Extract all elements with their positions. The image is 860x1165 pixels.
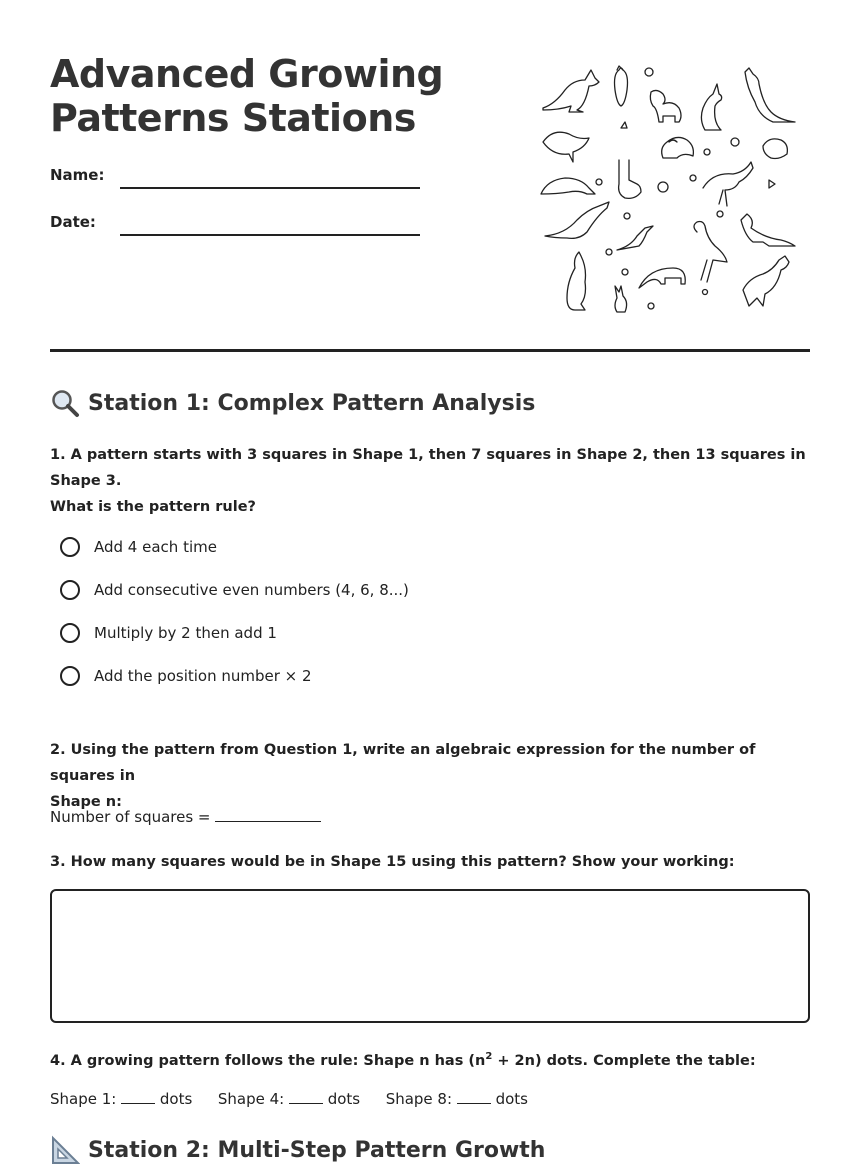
working-answer-box[interactable] — [50, 889, 810, 1023]
question-2-line-2: Shape n: — [50, 794, 122, 810]
bilby-icon — [615, 286, 627, 312]
question-4-text-a: 4. A growing pattern follows the rule: Shape n has (n — [50, 1052, 486, 1069]
question-1-option-1[interactable] — [60, 537, 217, 557]
unit-label: dots — [155, 1090, 193, 1108]
answer-blank[interactable] — [215, 807, 321, 822]
magnifying-glass-icon — [50, 388, 80, 418]
kangaroo-icon — [743, 256, 789, 306]
wallaby-icon — [701, 84, 721, 130]
worksheet-title — [50, 52, 470, 140]
title-line-2: Patterns Stations — [50, 96, 416, 140]
radio-button[interactable] — [60, 537, 80, 557]
question-1-option-4[interactable] — [60, 666, 312, 686]
kangaroo-icon — [545, 202, 609, 238]
wallaby-icon — [617, 226, 653, 250]
option-label: Add the position number × 2 — [94, 667, 312, 685]
kangaroo-icon — [567, 252, 586, 310]
shape-8-blank[interactable] — [457, 1089, 491, 1104]
unit-label: dots — [322, 1090, 361, 1108]
emu-icon — [694, 222, 727, 283]
radio-button[interactable] — [60, 580, 80, 600]
bird-icon — [543, 132, 589, 162]
question-4 — [50, 1044, 810, 1074]
circle-decoration-icon — [624, 213, 630, 219]
kangaroo-icon — [543, 70, 599, 112]
australian-animals-illustration — [535, 60, 805, 320]
dingo-icon — [650, 90, 681, 122]
date-field[interactable] — [120, 234, 420, 236]
emu-icon — [619, 160, 641, 198]
circle-decoration-icon — [596, 179, 602, 185]
question-1-line-2: What is the pattern rule? — [50, 499, 256, 515]
circle-decoration-icon — [645, 68, 653, 76]
wombat-icon — [639, 268, 685, 288]
circle-decoration-icon — [690, 175, 696, 181]
platypus-icon — [541, 178, 595, 194]
circle-decoration-icon — [704, 149, 710, 155]
sun-decoration-icon — [658, 182, 668, 192]
station-1-heading — [50, 388, 535, 418]
question-3: 3. How many squares would be in Shape 15 using this pattern? Show your working: — [50, 854, 735, 870]
question-1-line-1: 1. A pattern starts with 3 squares in Shape 1, then 7 squares in Shape 2, then 13 squares in Shape 3. — [50, 447, 806, 489]
radio-button[interactable] — [60, 666, 80, 686]
question-4-table — [50, 1089, 528, 1108]
question-1-option-2[interactable] — [60, 580, 409, 600]
station-2-title: Station 2: Multi-Step Pattern Growth — [88, 1137, 546, 1163]
answer-label: Number of squares = — [50, 808, 216, 826]
exponent: 2 — [485, 1051, 493, 1062]
shape-4-label: Shape 4: — [217, 1090, 289, 1108]
circle-decoration-icon — [731, 138, 739, 146]
circle-decoration-icon — [717, 211, 723, 217]
question-4-text-b: + 2n) dots. Complete the table: — [492, 1052, 756, 1069]
name-field[interactable] — [120, 187, 420, 189]
question-1-option-3[interactable] — [60, 623, 277, 643]
shape-1-label: Shape 1: — [50, 1090, 122, 1108]
header-divider — [50, 349, 810, 352]
shape-1-blank[interactable] — [121, 1089, 155, 1104]
station-1-title: Station 1: Complex Pattern Analysis — [88, 390, 536, 416]
circle-decoration-icon — [606, 249, 612, 255]
sun-decoration-icon — [648, 303, 654, 309]
emu-icon — [703, 162, 753, 206]
question-2-line-1: 2. Using the pattern from Question 1, write an algebraic expression for the number of squares in — [50, 742, 756, 784]
option-label: Add 4 each time — [94, 538, 217, 556]
koala-icon — [763, 139, 787, 159]
shape-8-label: Shape 8: — [385, 1090, 457, 1108]
date-label: Date: — [50, 213, 96, 231]
shape-4-blank[interactable] — [289, 1089, 323, 1104]
title-line-1: Advanced Growing — [50, 52, 444, 96]
radio-button[interactable] — [60, 623, 80, 643]
circle-decoration-icon — [703, 290, 708, 295]
question-2-answer — [50, 807, 321, 826]
unit-label: dots — [490, 1090, 528, 1108]
option-label: Multiply by 2 then add 1 — [94, 624, 277, 642]
option-label: Add consecutive even numbers (4, 6, 8...) — [94, 581, 409, 599]
circle-decoration-icon — [622, 269, 628, 275]
penguin-icon — [615, 66, 628, 106]
kangaroo-icon — [745, 68, 795, 122]
anteater-icon — [662, 137, 694, 158]
kangaroo-icon — [741, 214, 795, 246]
triangle-decoration-icon — [621, 122, 627, 128]
triangle-decoration-icon — [769, 180, 775, 188]
question-1 — [50, 442, 810, 520]
question-2 — [50, 737, 810, 815]
name-label: Name: — [50, 166, 105, 184]
